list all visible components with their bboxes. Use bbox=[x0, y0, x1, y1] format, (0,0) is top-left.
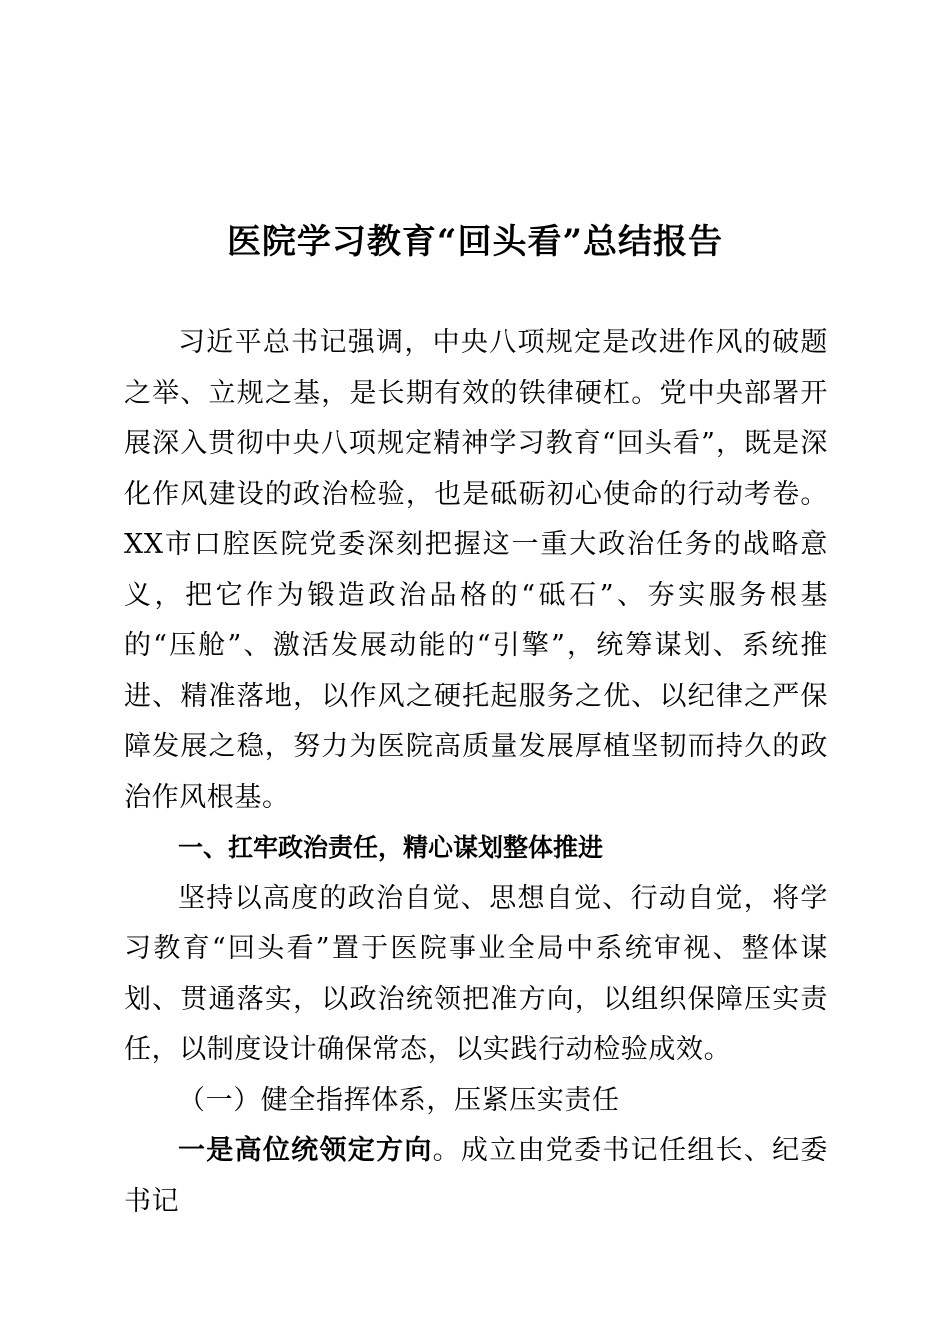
section-heading-1: 一、扛牢政治责任，精心谋划整体推进 bbox=[178, 833, 604, 862]
subsection-heading-1: （一）健全指挥体系，压紧压实责任 bbox=[178, 1084, 620, 1116]
intro-paragraph: 习近平总书记强调，中央八项规定是改进作风的破题之举、立规之基，是长期有效的铁律硬杠。党中央部署开展深入贯彻中央八项规定精神学习教育“回头看”，既是深化作风建设的政治检验，也是砥砺初心使命的行动考卷。XX市口腔医院党委深刻把握这一重大政治任务的战略意义，把它作为锻造政治品格的“砥石”、夯实服务根基的“压舱”、激活发展动能的“引擎”，统筹谋划、系统推进、精准落地，以作风之硬托起服务之优、以纪律之严保障发展之稳，努力为医院高质量发展厚植坚韧而持久的政治作风根基。 bbox=[124, 327, 828, 813]
document-body bbox=[124, 318, 828, 1227]
document-title: 医院学习教育“回头看”总结报告 bbox=[226, 222, 724, 262]
section1-paragraph: 坚持以高度的政治自觉、思想自觉、行动自觉，将学习教育“回头看”置于医院事业全局中系统审视、整体谋划、贯通落实，以政治统领把准方向，以组织保障压实责任，以制度设计确保常态，以实践行动检验成效。 bbox=[124, 882, 828, 1065]
point-1-paragraph bbox=[124, 1126, 828, 1227]
point-1-text: 。成立由党委书记任组长、纪委书记 bbox=[124, 1135, 828, 1217]
point-1-lead: 一是高位统领定方向 bbox=[178, 1135, 433, 1166]
